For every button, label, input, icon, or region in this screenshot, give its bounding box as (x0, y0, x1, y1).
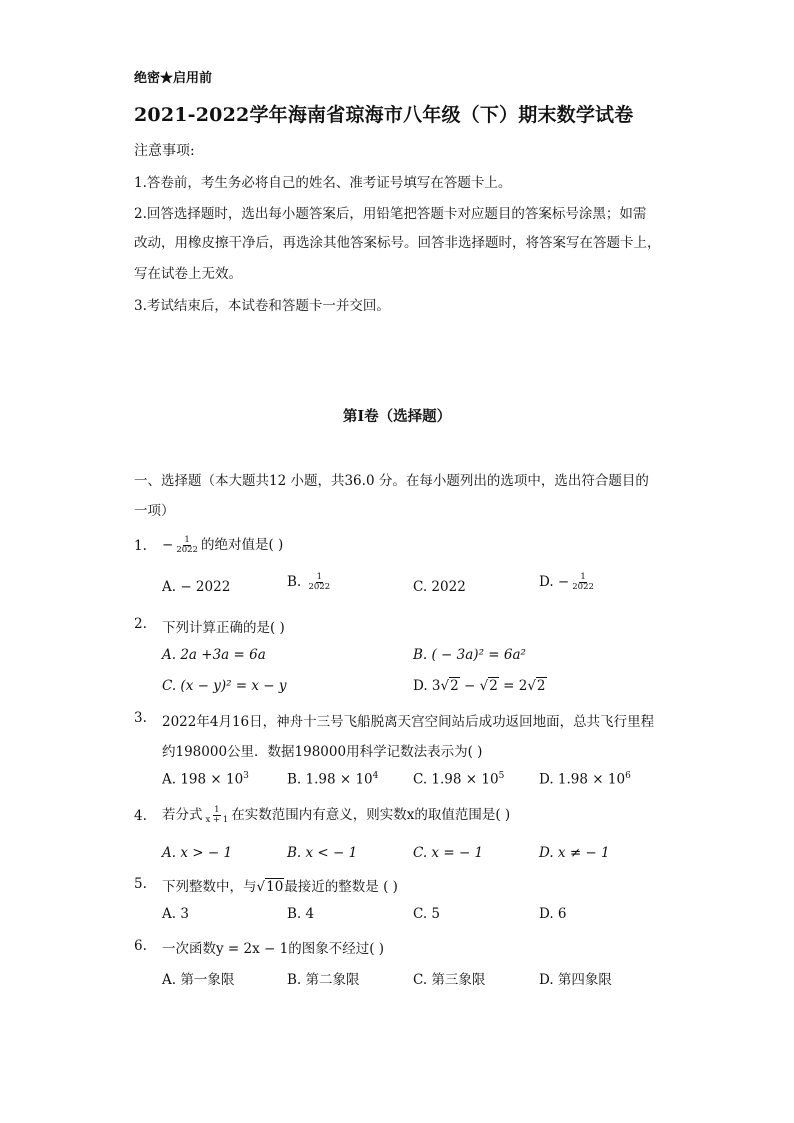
option-a (162, 771, 249, 788)
option-a: A. 2a +3a = 6a (162, 647, 266, 663)
radicand: 2 (536, 678, 546, 694)
fraction-numerator: 1 (580, 572, 586, 582)
question-text: 最接近的整数是 ( ) (284, 879, 398, 895)
option-text: D. 3 (413, 678, 441, 694)
option-text: B. 1.98 × 10 (287, 771, 373, 788)
notice-item-1: 1.答卷前，考生务必将自己的姓名、准考证号填写在答题卡上。 (134, 175, 512, 191)
option-label: D. − (539, 574, 570, 590)
option-text: C. 1.98 × 10 (413, 771, 499, 788)
sqrt-expression: √10 (256, 879, 284, 895)
question-number: 4. (134, 808, 147, 824)
option-a: A. x > − 1 (162, 845, 233, 861)
option-b: B. x < − 1 (287, 845, 358, 861)
option-c: C. (x − y)² = x − y (162, 678, 287, 694)
notice-item-2-line-1: 2.回答选择题时，选出每小题答案后，用铅笔把答题卡对应题目的答案标号涂黑；如需 (134, 206, 647, 222)
exponent: 5 (498, 771, 505, 781)
exam-title: 2021-2022学年海南省琼海市八年级（下）期末数学试卷 (134, 104, 634, 126)
radicand: 10 (266, 879, 284, 895)
exponent: 3 (243, 771, 249, 781)
sqrt-expression: √2 (440, 678, 459, 694)
option-b: B. 4 (287, 906, 315, 922)
option-text: A. 198 × 10 (162, 771, 244, 788)
question-text: 在实数范围内有意义，则实数x的取值范围是( ) (231, 807, 511, 823)
option-c: C. 第三象限 (413, 972, 486, 988)
option-b (287, 771, 378, 788)
notice-item-2-line-2: 改动，用橡皮擦干净后，再选涂其他答案标号。回答非选择题时，将答案写在答题卡上， (134, 235, 661, 251)
notice-item-2-line-3: 写在试卷上无效。 (134, 266, 242, 282)
fraction-numerator: 1 (316, 572, 323, 582)
notice-item-3: 3.考试结束后，本试卷和答题卡一并交回。 (134, 298, 390, 314)
question-number: 3. (134, 710, 147, 726)
fraction-denominator: 2022 (308, 582, 331, 592)
option-label: B. (287, 574, 302, 590)
exponent: 6 (625, 771, 631, 781)
question-number: 1. (134, 538, 147, 554)
option-d (413, 678, 547, 694)
notice-heading: 注意事项: (134, 143, 195, 159)
question-5-stem (162, 875, 398, 895)
option-d (539, 573, 597, 592)
confidential-label: 绝密★启用前 (134, 71, 213, 86)
option-a: A. 3 (162, 906, 189, 922)
minus-sign: − (162, 537, 174, 553)
fraction-denominator: 2022 (572, 582, 594, 592)
option-d: D. 6 (539, 906, 567, 922)
fraction (175, 536, 199, 555)
question-3-line-1: 2022年4月16日，神舟十三号飞船脱离天宫空间站后成功返回地面，总共飞行里程 (162, 714, 655, 730)
option-d (539, 771, 631, 788)
radicand: 2 (489, 678, 498, 694)
question-text: 下列整数中，与 (162, 879, 257, 895)
fraction (571, 573, 595, 592)
option-text: = 2 (498, 678, 528, 694)
section-desc-line-2: 一项） (134, 503, 175, 519)
option-text: D. 1.98 × 10 (539, 771, 626, 788)
question-number: 2. (134, 616, 147, 632)
fraction-numerator: 1 (214, 805, 220, 815)
question-text: 若分式 (162, 807, 203, 823)
section-title: 第I卷（选择题） (342, 408, 452, 425)
question-1-stem (162, 533, 283, 555)
option-a: A. 第一象限 (162, 972, 235, 988)
question-4-stem (162, 803, 510, 825)
option-a: A. − 2022 (162, 579, 231, 595)
fraction (205, 806, 230, 825)
option-c: C. 5 (413, 906, 441, 922)
fraction-denominator: 2022 (176, 545, 198, 555)
sqrt-expression: √2 (527, 678, 546, 694)
sqrt-expression: √2 (479, 678, 498, 694)
exponent: 4 (372, 771, 379, 781)
question-text: 的绝对值是( ) (200, 537, 284, 553)
question-2-stem: 下列计算正确的是( ) (162, 620, 285, 636)
option-d: D. x ≠ − 1 (539, 845, 610, 861)
fraction (308, 573, 332, 592)
question-6-stem: 一次函数y = 2x − 1的图象不经过( ) (162, 941, 385, 957)
option-c: C. x = − 1 (413, 845, 484, 861)
question-3-line-2: 约198000公里．数据198000用科学记数法表示为( ) (162, 744, 483, 760)
option-b: B. 第二象限 (287, 972, 360, 988)
option-c (413, 771, 504, 788)
radicand: 2 (450, 678, 459, 694)
option-d: D. 第四象限 (539, 972, 612, 988)
section-desc-line-1: 一、选择题（本大题共12 小题，共36.0 分。在每小题列出的选项中，选出符合题目的 (134, 473, 649, 489)
option-b (287, 573, 333, 592)
question-number: 6. (134, 938, 147, 954)
question-number: 5. (134, 876, 147, 892)
option-text: − (459, 678, 480, 694)
option-c: C. 2022 (413, 579, 466, 595)
option-b: B. ( − 3a)² = 6a² (413, 647, 526, 663)
fraction-numerator: 1 (184, 535, 190, 545)
fraction-denominator: x + 1 (205, 815, 229, 825)
